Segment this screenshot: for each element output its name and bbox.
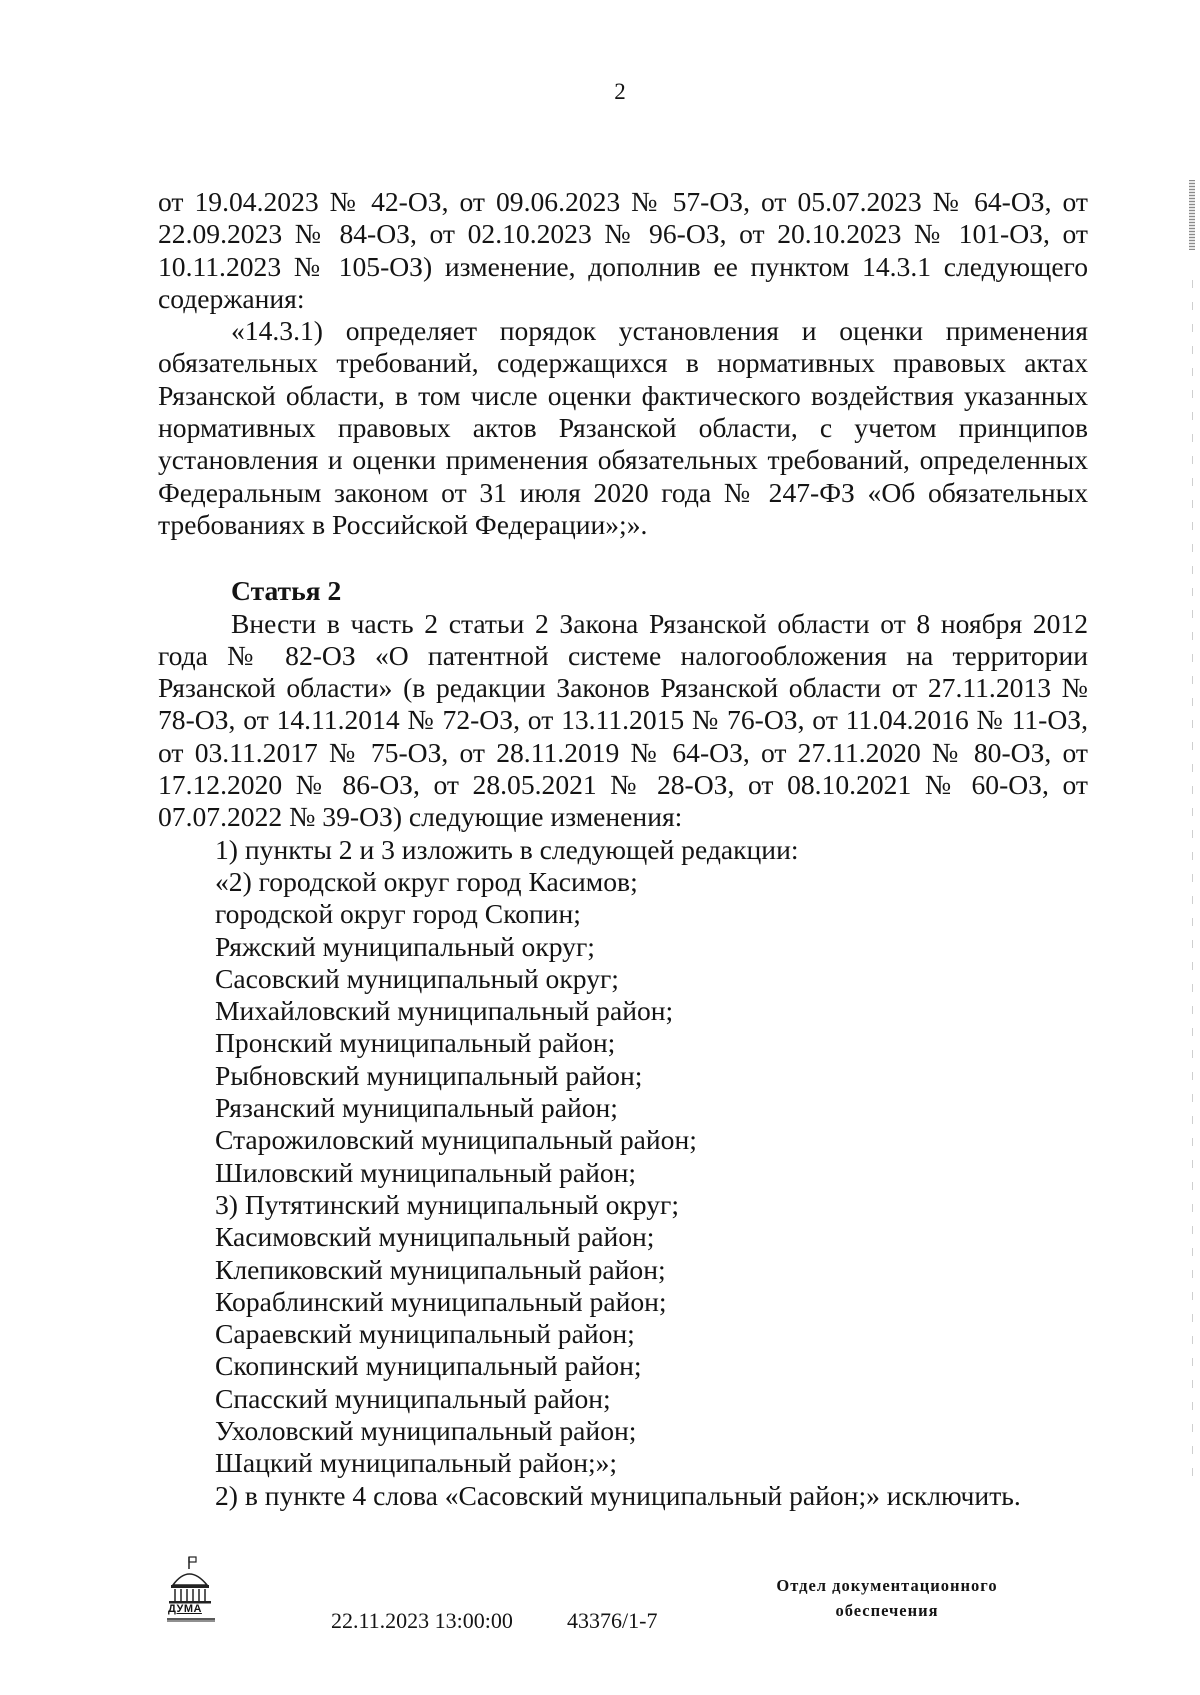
list-item: городской округ город Скопин; [215, 898, 581, 930]
list-item: Клепиковский муниципальный район; [215, 1253, 666, 1285]
duma-logo [165, 1555, 223, 1623]
scan-edge-line [1192, 280, 1193, 1480]
footer-timestamp: 22.11.2023 13:00:00 [331, 1608, 513, 1633]
duma-logo-label: ДУМА [168, 1603, 202, 1615]
list-item: Ряжский муниципальный округ; [215, 930, 595, 962]
document-body [158, 186, 1088, 1512]
list-item: Сасовский муниципальный округ; [215, 962, 619, 994]
page-number: 2 [614, 79, 626, 104]
list-item: Старожиловский муниципальный район; [215, 1124, 697, 1156]
list-item: Рязанский муниципальный район; [215, 1092, 618, 1124]
list-item: Кораблинский муниципальный район; [215, 1285, 667, 1317]
list-item: Спасский муниципальный район; [215, 1382, 611, 1414]
list-item: Касимовский муниципальный район; [215, 1221, 655, 1253]
department-stamp [742, 1573, 1032, 1623]
scan-edge-artifacts [1184, 0, 1200, 1695]
paragraph-article-2: Внести в часть 2 статьи 2 Закона Рязанской области от 8 ноября 2012 года № 82-ОЗ «О патентной системе налогообложения на территории Рязанской области» (в редакции Законов Рязанской области от 27.11.2013 № 78-ОЗ, от 14.11.2014 № 72-ОЗ, от 13.11.2015 № 76-ОЗ, от 11.04.2016 № 11-ОЗ, от 03.11.2017 № 75-ОЗ, от 28.11.2019 № 64-ОЗ, от 27.11.2020 № 80-ОЗ, от 17.12.2020 № 86-ОЗ, от 28.05.2021 № 28-ОЗ, от 08.10.2021 № 60-ОЗ, от 07.07.2022 № 39-ОЗ) следующие изменения: [158, 607, 1088, 833]
list-item: Михайловский муниципальный район; [215, 995, 674, 1027]
stamp-line-2: обеспечения [835, 1601, 939, 1620]
paragraph-quote-14-3-1: «14.3.1) определяет порядок установления и оценки применения обязательных требований, содержащихся в нормативных правовых актах Рязанской области, в том числе оценки фактического воздействия указанных нормативных правовых актов Рязанской области, с учетом принципов установления и оценки применения обязательных требований, определенных Федеральным законом от 31 июля 2020 года № 247-ФЗ «Об обязательных требованиях в Российской Федерации»;». [158, 315, 1088, 540]
list-item: Рыбновский муниципальный район; [215, 1059, 643, 1091]
list-item: Шацкий муниципальный район;»; [215, 1447, 618, 1479]
list-item: 2) в пункте 4 слова «Сасовский муниципальный район;» исключить. [215, 1479, 1021, 1511]
list-item: Пронский муниципальный район; [215, 1027, 616, 1059]
list-item: Шиловский муниципальный район; [215, 1156, 637, 1188]
list-item: «2) городской округ город Касимов; [215, 865, 638, 897]
stamp-line-1: Отдел документационного [776, 1576, 998, 1595]
list-item: 1) пункты 2 и 3 изложить в следующей редакции: [215, 833, 799, 865]
list-item: 3) Путятинский муниципальный округ; [215, 1188, 680, 1220]
list-item: Сараевский муниципальный район; [215, 1318, 635, 1350]
list-item: Скопинский муниципальный район; [215, 1350, 642, 1382]
footer-document-code: 43376/1-7 [567, 1608, 658, 1633]
article-heading: Статья 2 [231, 575, 342, 607]
scan-barcode-strip [1189, 180, 1195, 250]
paragraph-continuation: от 19.04.2023 № 42-ОЗ, от 09.06.2023 № 57-ОЗ, от 05.07.2023 № 64-ОЗ, от 22.09.2023 № 84-ОЗ, от 02.10.2023 № 96-ОЗ, от 20.10.2023 № 101-ОЗ, от 10.11.2023 № 105-ОЗ) изменение, дополнив ее пунктом 14.3.1 следующего содержания: [158, 186, 1088, 314]
list-item: Ухоловский муниципальный район; [215, 1414, 637, 1446]
